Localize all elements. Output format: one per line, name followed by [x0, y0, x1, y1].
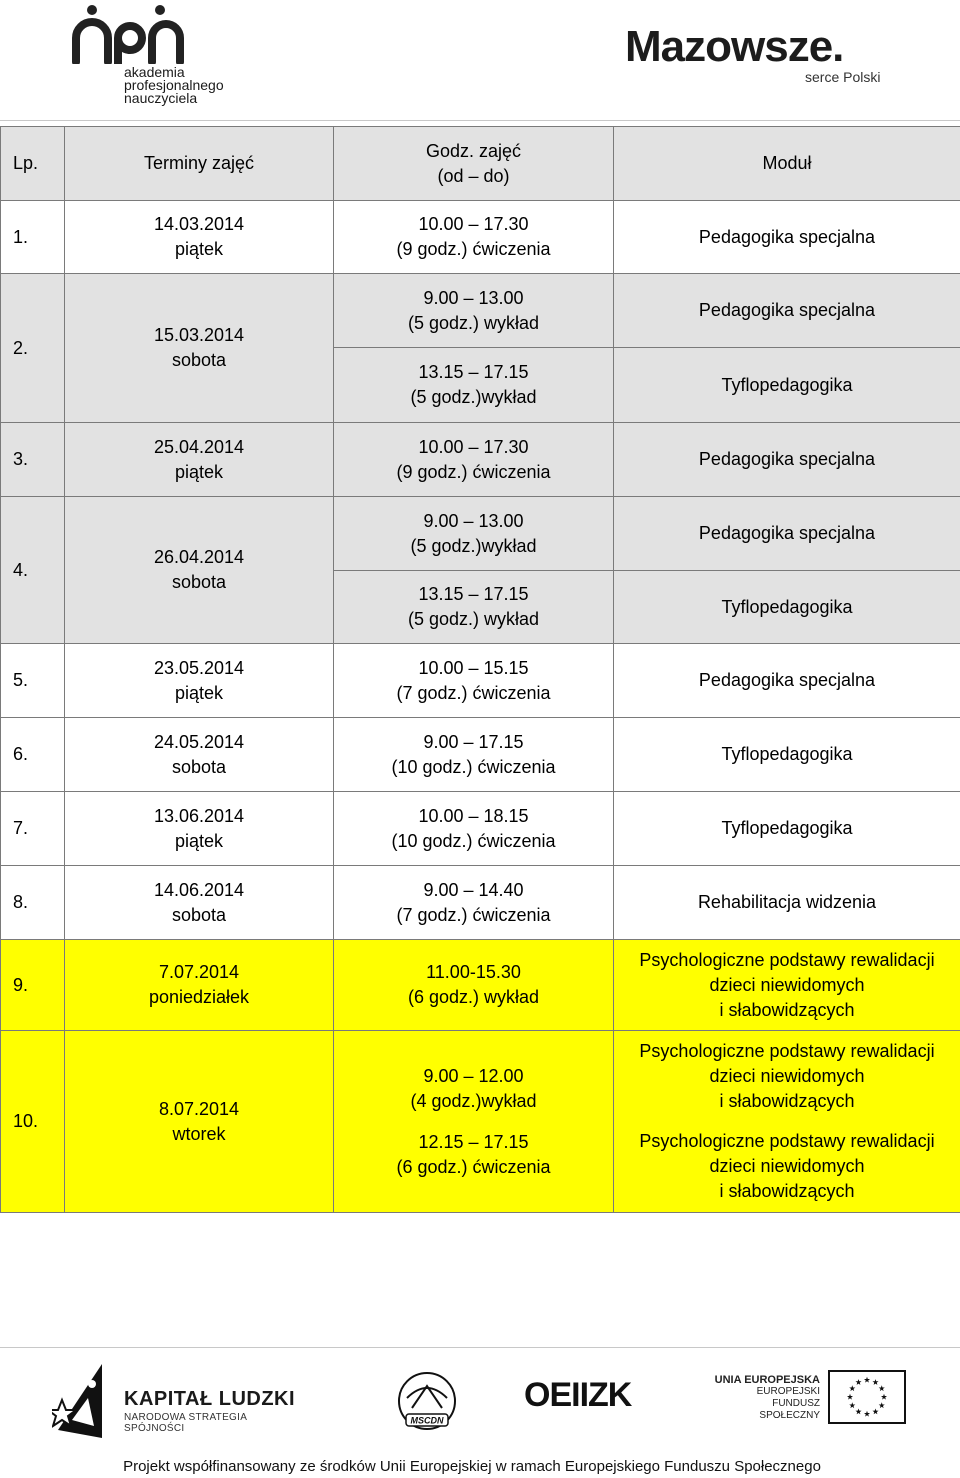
- session-time: 9.00 – 12.00: [423, 1065, 524, 1086]
- row-hours: [334, 348, 614, 423]
- apn-logo-icon: [70, 2, 190, 64]
- row-date: 14.06.2014: [153, 879, 245, 900]
- mscdn-logo: [392, 1368, 462, 1438]
- row-lp: 7.: [1, 792, 65, 866]
- session-type: (5 godz.)wykład: [410, 387, 537, 407]
- table-row: [1, 866, 960, 940]
- session-time: 10.00 – 15.15: [418, 657, 529, 678]
- eu-line-1: UNIA EUROPEJSKA: [714, 1374, 820, 1386]
- row-module: Tyflopedagogika: [614, 792, 960, 866]
- row-date: 24.05.2014: [153, 731, 245, 752]
- row-day: piątek: [174, 461, 224, 482]
- module-line: i słabowidzących: [719, 999, 855, 1020]
- row-date: 15.03.2014: [153, 325, 245, 345]
- session-type: (5 godz.)wykład: [410, 535, 537, 556]
- session-spacer: [334, 1114, 613, 1130]
- row-hours: [334, 866, 614, 940]
- row-day: piątek: [174, 830, 224, 851]
- kapital-ludzki-sub: NARODOWA STRATEGIA SPÓJNOŚCI: [124, 1412, 247, 1434]
- row-hours: [334, 274, 614, 348]
- row-day: sobota: [171, 350, 227, 370]
- row-term: [65, 1031, 334, 1213]
- row-term: [65, 423, 334, 497]
- table-row: [1, 497, 960, 571]
- session-time: 10.00 – 17.30: [418, 436, 529, 457]
- session-type: (10 godz.) ćwiczenia: [391, 830, 556, 851]
- session-time: 9.00 – 13.00: [423, 510, 524, 531]
- page-header: [0, 0, 960, 120]
- footer-divider: [0, 1347, 960, 1348]
- kapital-ludzki-logo: [52, 1360, 302, 1440]
- row-term: [65, 792, 334, 866]
- row-module: Pedagogika specjalna: [614, 644, 960, 718]
- row-term: [65, 497, 334, 644]
- row-module: Pedagogika specjalna: [614, 423, 960, 497]
- row-module: Tyflopedagogika: [614, 571, 960, 644]
- row-module: Pedagogika specjalna: [614, 274, 960, 348]
- row-module: Tyflopedagogika: [614, 348, 960, 423]
- row-lp: 10.: [1, 1031, 65, 1213]
- apn-logo: [70, 2, 260, 112]
- session-time: 13.15 – 17.15: [418, 362, 529, 382]
- row-lp: 8.: [1, 866, 65, 940]
- eu-line-3: FUNDUSZ SPOŁECZNY: [759, 1398, 820, 1421]
- row-hours: [334, 1031, 614, 1213]
- header-divider: [0, 120, 960, 121]
- mscdn-emblem-icon: [392, 1368, 462, 1438]
- row-hours: [334, 718, 614, 792]
- row-lp: 5.: [1, 644, 65, 718]
- table-row: [1, 644, 960, 718]
- session-time: 13.15 – 17.15: [418, 584, 529, 604]
- row-date: 26.04.2014: [153, 547, 245, 567]
- row-lp: 2.: [1, 274, 65, 423]
- session-type: (6 godz.) wykład: [407, 987, 540, 1007]
- footer-note: Projekt współfinansowany ze środków Unii Europejskiej w ramach Europejskiego Funduszu Społecznego: [123, 1458, 821, 1475]
- eu-flag-icon: [828, 1370, 906, 1424]
- row-lp: 6.: [1, 718, 65, 792]
- session-time: 9.00 – 17.15: [423, 731, 524, 752]
- row-module: Pedagogika specjalna: [614, 497, 960, 571]
- eu-line-2: EUROPEJSKI: [756, 1386, 820, 1397]
- table-row: [1, 423, 960, 497]
- row-hours: [334, 940, 614, 1031]
- session-type: (4 godz.)wykład: [410, 1090, 537, 1111]
- row-hours: [334, 423, 614, 497]
- row-day: piątek: [174, 682, 224, 703]
- row-hours: [334, 644, 614, 718]
- mazowsze-sub: serce Polski: [805, 69, 881, 85]
- eu-logo: [712, 1366, 912, 1436]
- row-term: [65, 201, 334, 274]
- header-module: Moduł: [614, 127, 960, 201]
- header-terms: Terminy zajęć: [65, 127, 334, 201]
- row-module: Tyflopedagogika: [614, 718, 960, 792]
- module-line: Psychologiczne podstawy rewalidacji: [639, 1040, 935, 1061]
- header-hours-line1: Godz. zajęć: [425, 140, 522, 161]
- module-line: dzieci niewidomych: [709, 1065, 865, 1086]
- header-hours: [334, 127, 614, 201]
- session-type: (9 godz.) ćwiczenia: [396, 239, 551, 259]
- session-time: 9.00 – 13.00: [423, 287, 524, 308]
- module-line: i słabowidzących: [719, 1090, 855, 1111]
- session-type: (5 godz.) wykład: [407, 609, 540, 629]
- row-term: [65, 644, 334, 718]
- session-time: 10.00 – 17.30: [418, 214, 529, 234]
- apn-line-1: akademia: [124, 64, 185, 80]
- module-line: dzieci niewidomych: [709, 1156, 865, 1177]
- row-hours: [334, 201, 614, 274]
- row-day: wtorek: [172, 1123, 226, 1144]
- table-row: [1, 792, 960, 866]
- row-hours: [334, 571, 614, 644]
- row-day: poniedziałek: [148, 987, 250, 1007]
- eu-logo-text: [712, 1374, 820, 1422]
- row-date: 8.07.2014: [158, 1098, 240, 1119]
- session-type: (7 godz.) ćwiczenia: [396, 682, 551, 703]
- apn-line-3: nauczyciela: [124, 90, 198, 106]
- session-type: (6 godz.) ćwiczenia: [396, 1156, 551, 1177]
- row-date: 23.05.2014: [153, 657, 245, 678]
- row-day: piątek: [174, 239, 224, 259]
- row-module: [614, 1031, 960, 1122]
- module-line: dzieci niewidomych: [709, 974, 865, 995]
- row-module: [614, 940, 960, 1031]
- row-term: [65, 274, 334, 423]
- table-header-row: [1, 127, 960, 201]
- apn-line-2: profesjonalnego: [124, 77, 224, 93]
- row-date: 14.03.2014: [153, 214, 245, 234]
- row-day: sobota: [171, 572, 227, 592]
- apn-logo-text: [124, 66, 224, 105]
- row-hours: [334, 792, 614, 866]
- session-time: 12.15 – 17.15: [418, 1131, 529, 1152]
- table-row: [1, 940, 960, 1031]
- row-term: [65, 940, 334, 1031]
- row-day: sobota: [171, 756, 227, 777]
- row-module: Rehabilitacja widzenia: [614, 866, 960, 940]
- session-time: 10.00 – 18.15: [418, 805, 529, 826]
- row-lp: 4.: [1, 497, 65, 644]
- row-module: [614, 1122, 960, 1213]
- module-line: Psychologiczne podstawy rewalidacji: [639, 949, 935, 970]
- table-row: [1, 718, 960, 792]
- footer-logos: [0, 1352, 960, 1448]
- module-line: i słabowidzących: [719, 1181, 855, 1202]
- session-type: (5 godz.) wykład: [407, 312, 540, 333]
- session-type: (7 godz.) ćwiczenia: [396, 904, 551, 925]
- module-line: Psychologiczne podstawy rewalidacji: [639, 1131, 935, 1152]
- session-type: (10 godz.) ćwiczenia: [391, 756, 556, 777]
- session-type: (9 godz.) ćwiczenia: [396, 461, 551, 482]
- mazowsze-name: Mazowsze.: [625, 22, 844, 71]
- row-date: 7.07.2014: [158, 962, 240, 982]
- kapital-ludzki-name: KAPITAŁ LUDZKI: [124, 1388, 296, 1410]
- session-time: 9.00 – 14.40: [423, 879, 524, 900]
- header-hours-line2: (od – do): [437, 165, 510, 186]
- row-date: 25.04.2014: [153, 436, 245, 457]
- row-date: 13.06.2014: [153, 805, 245, 826]
- kapital-ludzki-icon: [52, 1360, 116, 1440]
- row-term: [65, 718, 334, 792]
- oeizk-logo: OEIIZK: [524, 1376, 632, 1414]
- row-module: Pedagogika specjalna: [614, 201, 960, 274]
- row-term: [65, 866, 334, 940]
- row-hours: [334, 497, 614, 571]
- schedule-table: [0, 126, 960, 1213]
- session-time: 11.00-15.30: [426, 962, 521, 982]
- row-lp: 1.: [1, 201, 65, 274]
- table-row: [1, 201, 960, 274]
- mscdn-label: MSCDN: [410, 1415, 444, 1426]
- row-lp: 3.: [1, 423, 65, 497]
- row-lp: 9.: [1, 940, 65, 1031]
- table-row: [1, 1031, 960, 1122]
- header-lp: Lp.: [1, 127, 65, 201]
- table-row: [1, 274, 960, 348]
- mazowsze-logo: [625, 22, 905, 95]
- row-day: sobota: [171, 904, 227, 925]
